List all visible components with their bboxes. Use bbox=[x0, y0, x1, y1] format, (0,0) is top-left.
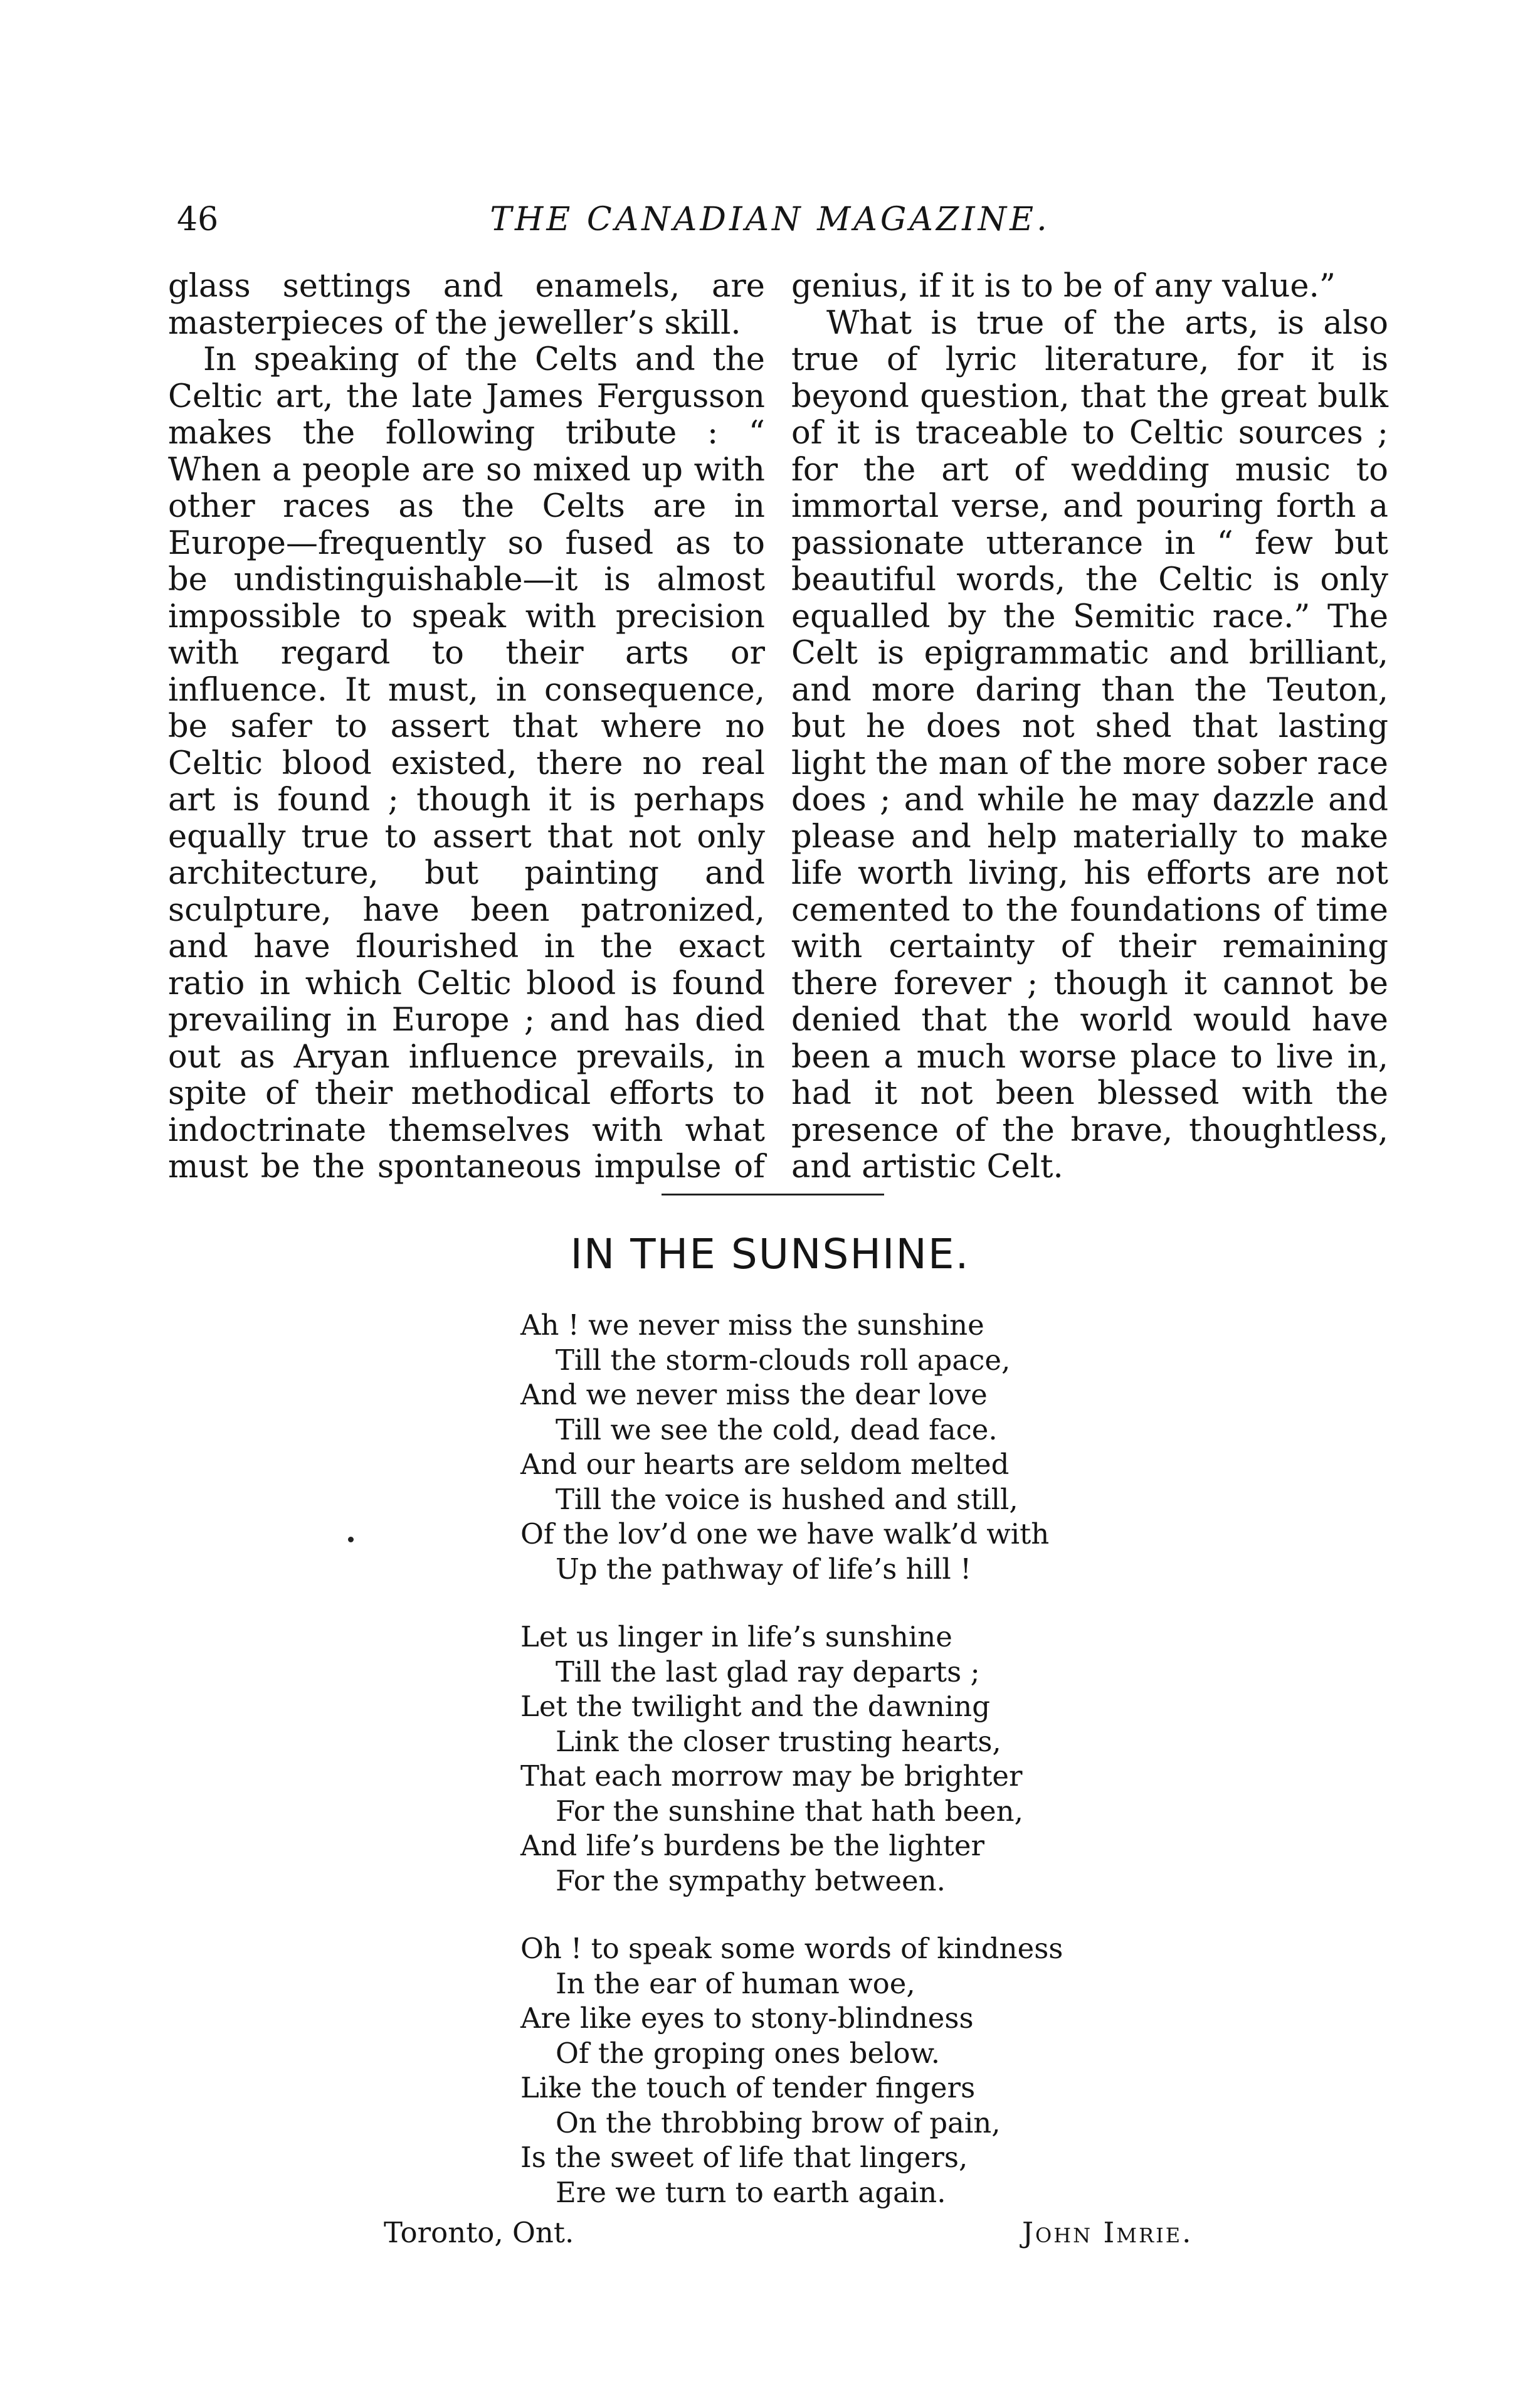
poem-line: Let us linger in life’s sunshine bbox=[520, 1620, 952, 1653]
poem-line: And life’s burdens be the lighter bbox=[520, 1829, 985, 1862]
poem-line: Till we see the cold, dead face. bbox=[556, 1413, 998, 1446]
page-number: 46 bbox=[177, 201, 219, 238]
paragraph: In speaking of the Celts and the Celtic art, the late James Fergusson makes the following tribute : “ When a people are so mixed up with other races as the Celts are in Europe—frequently so fused as to be undistinguishable—it is almost impossible to speak with precision with regard to their arts or influence. It must, in consequence, be safer to assert that where no Celtic blood existed, there no real art is found ; though it is perhaps equally true to assert that not only architecture, but painting and sculpture, have been patronized, and have flourished in the exact ratio in which Celtic blood is found prevailing in Europe ; and has died out as Aryan influence prevails, in spite of their methodical efforts to indoctrinate themselves with what must be the spontaneous impulse of bbox=[168, 341, 765, 1185]
poem bbox=[520, 1308, 1063, 2243]
running-title: THE CANADIAN MAGAZINE. bbox=[490, 201, 1050, 238]
article-column-left bbox=[168, 268, 765, 1186]
poem-line: For the sunshine that hath been, bbox=[556, 1794, 1023, 1828]
poem-line: Link the closer trusting hearts, bbox=[556, 1724, 1001, 1758]
poem-line: And we never miss the dear love bbox=[520, 1378, 988, 1411]
poem-line: That each morrow may be brighter bbox=[520, 1759, 1023, 1793]
poem-author: John Imrie. bbox=[1022, 2216, 1193, 2249]
poem-line: Ere we turn to earth again. bbox=[556, 2175, 946, 2209]
poem-line: Of the lov’d one we have walk’d with bbox=[520, 1517, 1050, 1550]
poem-line: Is the sweet of life that lingers, bbox=[520, 2141, 968, 2174]
poem-line: In the ear of human woe, bbox=[556, 1966, 915, 2000]
stanza bbox=[520, 1619, 1063, 1898]
poem-line: Oh ! to speak some words of kindness bbox=[520, 1932, 1063, 1965]
poem-title: IN THE SUNSHINE. bbox=[570, 1230, 970, 1278]
poem-line: Let the twilight and the dawning bbox=[520, 1690, 991, 1723]
paragraph: genius, if it is to be of any value.” bbox=[791, 268, 1336, 305]
paragraph: What is true of the arts, is also true of lyric literature, for it is beyond question, that the great bulk of it is traceable to Celtic sources ; for the art of wedding music to immortal verse, and pouring forth a passionate utterance in “ few but beautiful words, the Celtic is only equalled by the Semitic race.” The Celt is epigrammatic and brilliant, and more daring than the Teuton, but he does not shed that lasting light the man of the more sober race does ; and while he may dazzle and please and help materially to make life worth living, his efforts are not cemented to the foundations of time with certainty of their remaining there forever ; though it cannot be denied that the world would have been a much worse place to live in, had it not been blessed with the presence of the brave, thoughtless, and artistic Celt. bbox=[791, 304, 1388, 1185]
poem-place: Toronto, Ont. bbox=[384, 2216, 574, 2249]
ink-dot bbox=[348, 1537, 354, 1542]
poem-line: Up the pathway of life’s hill ! bbox=[556, 1552, 972, 1586]
poem-line: And our hearts are seldom melted bbox=[520, 1448, 1010, 1481]
poem-line: For the sympathy between. bbox=[556, 1863, 946, 1897]
poem-line: On the throbbing brow of pain, bbox=[556, 2106, 1001, 2139]
stanza bbox=[520, 1931, 1063, 2210]
poem-line: Of the groping ones below. bbox=[556, 2036, 941, 2070]
poem-line: Like the touch of tender fingers bbox=[520, 2071, 976, 2104]
poem-line: Ah ! we never miss the sunshine bbox=[520, 1308, 984, 1342]
poem-line: Till the storm-clouds roll apace, bbox=[556, 1343, 1011, 1377]
section-divider bbox=[662, 1194, 884, 1195]
poem-line: Till the last glad ray departs ; bbox=[556, 1655, 980, 1688]
article-column-right bbox=[791, 268, 1388, 1186]
paragraph: glass settings and enamels, are masterpieces of the jeweller’s skill. bbox=[168, 268, 765, 342]
poem-line: Till the voice is hushed and still, bbox=[556, 1482, 1018, 1516]
stanza bbox=[520, 1308, 1063, 1586]
poem-line: Are like eyes to stony-blindness bbox=[520, 2001, 974, 2035]
